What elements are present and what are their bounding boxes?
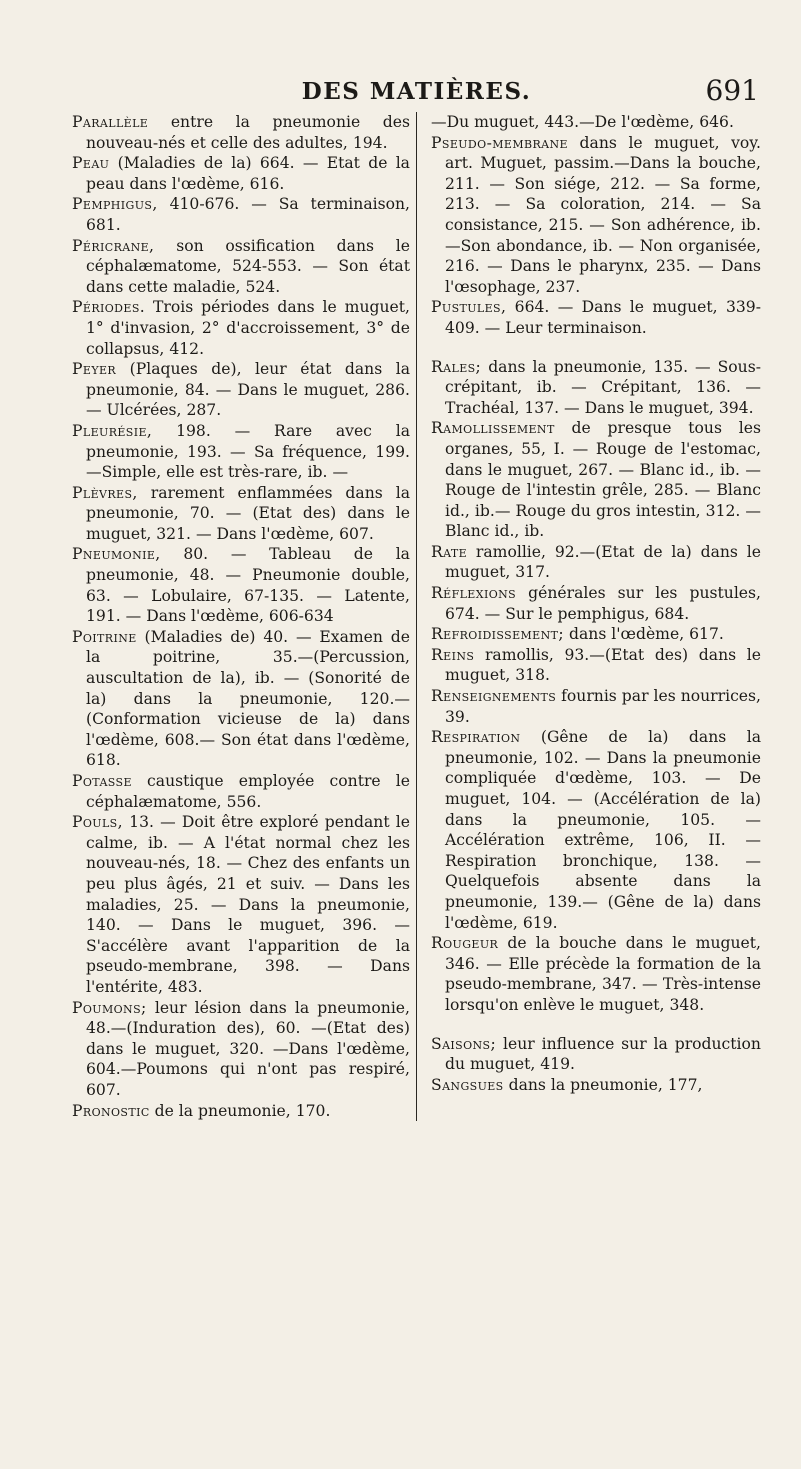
entry-headword: Pleurésie,	[72, 421, 153, 440]
entry-text: 664. — Dans le muguet, 339-409. — Leur terminaison.	[445, 298, 761, 337]
entry-headword: Pneumonie,	[72, 545, 161, 564]
entry-text: leur lésion dans la pneumonie, 48.—(Induration des), 60. —(Etat des) dans le muguet, 320. —Dans l'œdème, 604.—Poumons qui n'ont pas respiré, 607.	[86, 998, 410, 1099]
entry-headword: Pseudo-membrane	[431, 133, 568, 152]
entry-text: caustique employée contre le céphalæmatome, 556.	[86, 772, 410, 811]
page-number: 691	[705, 74, 759, 107]
entry-text: 80. — Tableau de la pneumonie, 48. — Pneumonie double, 63. — Lobulaire, 67-135. — Latente, 191. — Dans l'œdème, 606-634	[86, 545, 410, 626]
entry-headword: Poitrine	[72, 627, 137, 646]
entry-text: dans la pneumonie, 135. — Sous-crépitant, ib. — Crépitant, 136. — Trachéal, 137. — Dans le muguet, 394.	[445, 357, 761, 417]
index-entry	[431, 297, 761, 338]
entry-text: dans la pneumonie, 177,	[508, 1075, 703, 1094]
running-title: DES MATIÈRES.	[301, 78, 532, 105]
index-entry	[431, 1034, 761, 1075]
entry-headword: Parallèle	[72, 113, 149, 131]
index-entry	[431, 1075, 761, 1096]
entry-headword: Refroidissement;	[431, 625, 565, 644]
section-gap	[431, 1016, 761, 1034]
index-entry	[431, 357, 761, 419]
entry-headword: Reins	[431, 645, 475, 664]
entry-headword: Réflexions	[431, 584, 517, 603]
entry-text: fournis par les nourrices, 39.	[445, 687, 761, 726]
entry-headword: Potasse	[72, 772, 132, 790]
entry-headword: Rougeur	[431, 934, 499, 953]
entry-text: rarement enflammées dans la pneumonie, 70. — (Etat des) dans le muguet, 321. — Dans l'œdème, 607.	[86, 483, 410, 543]
index-entry	[72, 421, 410, 483]
entry-headword: Rate	[431, 542, 468, 561]
entry-headword: Renseignements	[431, 687, 557, 706]
entry-text: de presque tous les organes, 55, I. — Rouge de l'estomac, dans le muguet, 267. — Blanc id., ib. — Rouge de l'intestin grêle, 285. — Blanc id., ib.— Rouge du gros intestin, 312. — Blanc id., ib.	[445, 419, 761, 541]
entry-text: (Maladies de la) 664. — Etat de la peau dans l'œdème, 616.	[86, 154, 410, 193]
section-gap	[431, 339, 761, 357]
index-entry	[72, 112, 410, 153]
entry-headword: Peau	[72, 154, 110, 173]
index-entry	[431, 686, 761, 727]
index-entry	[431, 645, 761, 686]
entry-text: 410-676. — Sa terminaison, 681.	[86, 195, 410, 234]
index-entry	[72, 771, 410, 812]
entry-headword: Rales;	[431, 357, 482, 376]
entry-text: dans l'œdème, 617.	[569, 625, 724, 644]
entry-headword: Pronostic	[72, 1101, 150, 1120]
entry-text: 13. — Doit être exploré pendant le calme, ib. — A l'état normal chez les nouveau-nés, 18. — Chez des enfants un peu plus âgés, 21 et suiv. — Dans les maladies, 25. — Dans la pneumonie, 140. — Dans le muguet, 396. — S'accélère avant l'apparition de la pseudo-membrane, 398. — Dans l'entérite, 483.	[86, 813, 410, 996]
index-entry	[72, 544, 410, 626]
entry-headword: Pouls,	[72, 813, 123, 832]
entry-text: dans le muguet, voy. art. Muguet, passim.—Dans la bouche, 211. — Son siége, 212. — Sa forme, 213. — Sa coloration, 214. — Sa consistance, 215. — Son adhérence, ib. —Son abondance, ib. — Non organisée, 216. — Dans le pharynx, 235. — Dans l'œsophage, 237.	[445, 133, 761, 296]
page-header	[72, 0, 761, 112]
entry-text: entre la pneumonie des nouveau-nés et celle des adultes, 194.	[86, 113, 410, 152]
entry-text: —Du muguet, 443.—De l'œdème, 646.	[431, 113, 734, 131]
entry-headword: Pemphigus,	[72, 195, 158, 214]
entry-text: leur influence sur la production du muguet, 419.	[445, 1034, 761, 1074]
entry-text: de la bouche dans le muguet, 346. — Elle précède la formation de la pseudo-membrane, 347. — Très-intense lorsqu'on enlève le muguet, 348.	[445, 934, 761, 1014]
entry-text: Trois périodes dans le muguet, 1° d'invasion, 2° d'accroissement, 3° de collapsus, 412.	[86, 298, 410, 358]
index-entry	[72, 359, 410, 421]
left-column	[72, 112, 410, 1121]
index-entry	[72, 297, 410, 359]
index-entry	[431, 542, 761, 583]
entry-headword: Ramollissement	[431, 419, 555, 438]
entry-headword: Respiration	[431, 728, 521, 747]
entry-headword: Plèvres,	[72, 483, 138, 502]
entry-headword: Saisons;	[431, 1034, 497, 1053]
entry-text: (Maladies de) 40. — Examen de la poitrine, 35.—(Percussion, auscultation de la), ib. — (Sonorité de la) dans la pneumonie, 120.—(Conformation vicieuse de la) dans l'œdème, 608.— Son état dans l'œdème, 618.	[86, 627, 410, 770]
index-entry	[431, 133, 761, 298]
entry-text: (Plaques de), leur état dans la pneumonie, 84. — Dans le muguet, 286. — Ulcérées, 287.	[86, 360, 410, 420]
entry-headword: Péricrane,	[72, 236, 155, 255]
entry-text: ramollis, 93.—(Etat des) dans le muguet, 318.	[445, 645, 761, 685]
index-entry	[431, 727, 761, 933]
entry-headword: Sangsues	[431, 1075, 504, 1094]
right-column	[416, 112, 761, 1121]
index-entry	[431, 418, 761, 542]
index-entry	[431, 112, 761, 133]
entry-text: de la pneumonie, 170.	[154, 1101, 331, 1120]
index-entry	[72, 153, 410, 194]
index-entry	[72, 236, 410, 298]
entry-headword: Peyer	[72, 360, 117, 379]
index-entry	[72, 1101, 410, 1122]
entry-text: son ossification dans le céphalæmatome, 524-553. — Son état dans cette maladie, 524.	[86, 236, 410, 296]
entry-headword: Poumons;	[72, 998, 147, 1017]
index-entry	[72, 483, 410, 545]
index-entry	[72, 998, 410, 1101]
entry-text: (Gêne de la) dans la pneumonie, 102. — Dans la pneumonie compliquée d'œdème, 103. — De muguet, 104. — (Accélération de la) dans la pneumonie, 105. — Accélération extrême, 106, II. — Respiration bronchique, 138. — Quelquefois absente dans la pneumonie, 139.— (Gêne de la) dans l'œdème, 619.	[445, 728, 761, 932]
index-entry	[431, 583, 761, 624]
entry-text: générales sur les pustules, 674. — Sur le pemphigus, 684.	[445, 584, 761, 623]
entry-text: ramollie, 92.—(Etat de la) dans le muguet, 317.	[445, 542, 761, 582]
entry-text: 198. — Rare avec la pneumonie, 193. — Sa fréquence, 199. —Simple, elle est très-rare, ib. —	[86, 421, 410, 482]
index-columns	[72, 112, 761, 1121]
index-entry	[431, 933, 761, 1015]
index-entry	[72, 194, 410, 235]
entry-headword: Périodes.	[72, 298, 146, 317]
index-entry	[431, 624, 761, 645]
index-entry	[72, 627, 410, 771]
index-entry	[72, 812, 410, 997]
entry-headword: Pustules,	[431, 298, 507, 317]
